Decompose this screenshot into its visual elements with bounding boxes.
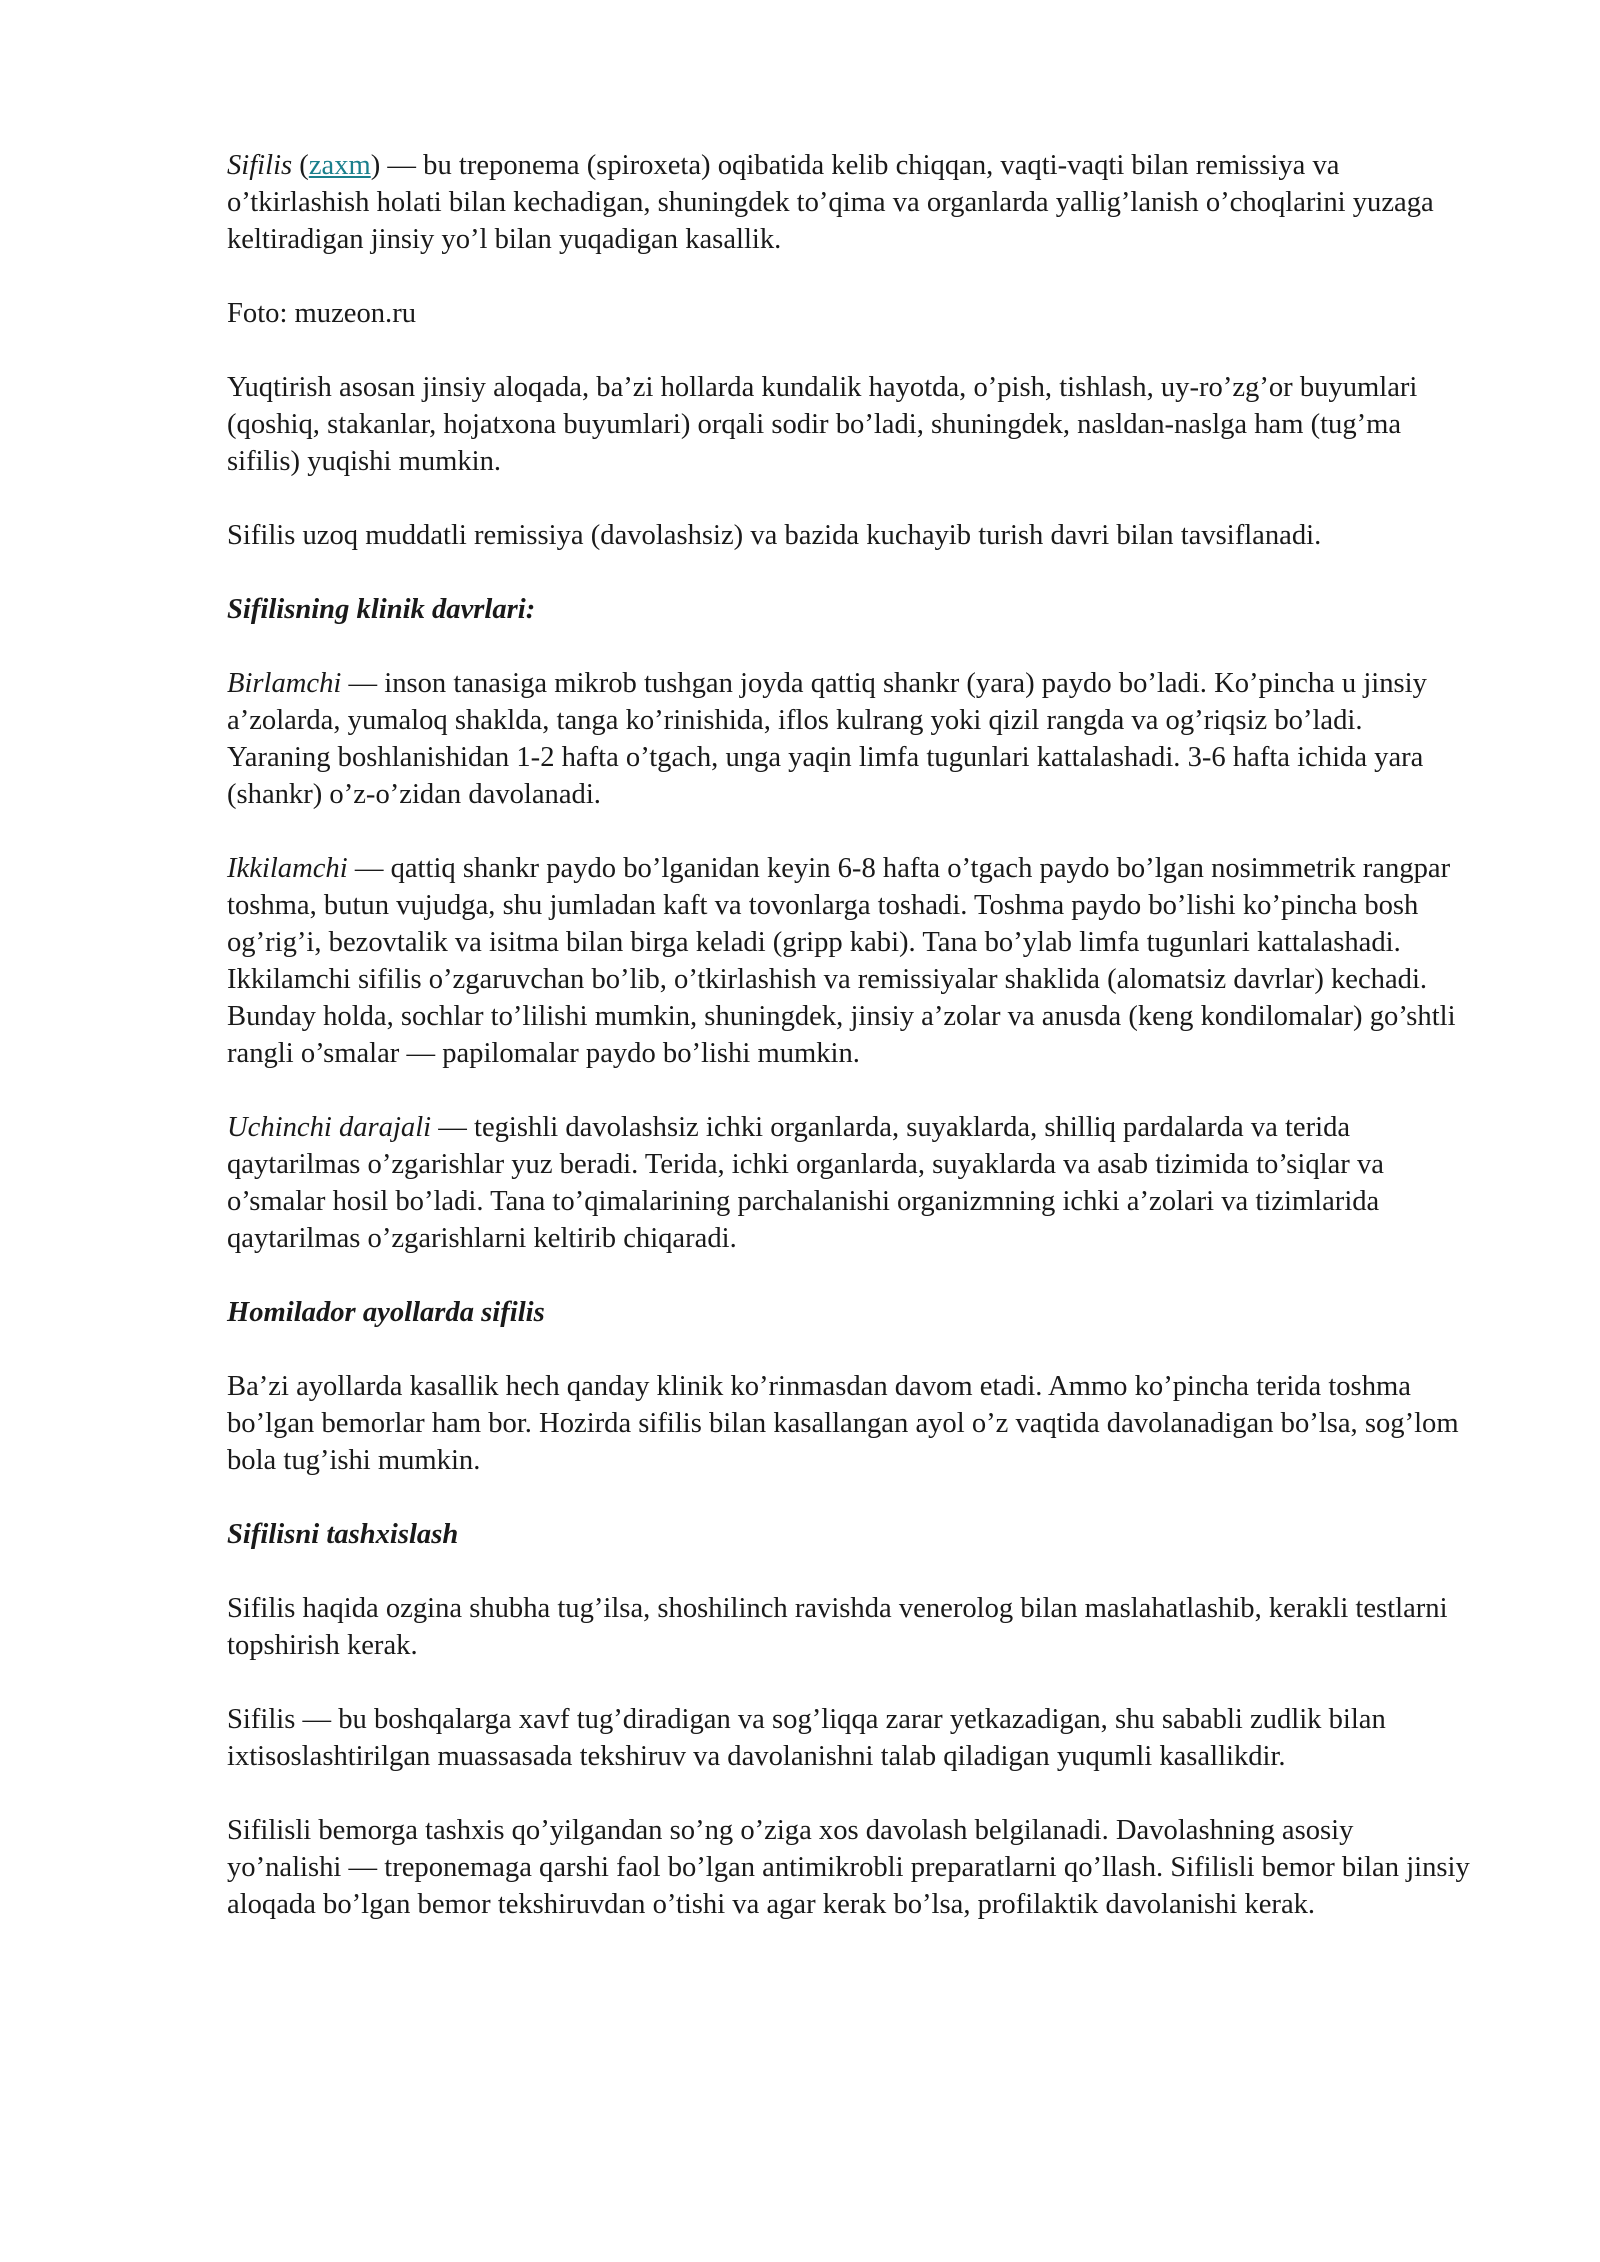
pregnancy-heading: Homilador ayollarda sifilis: [227, 1297, 545, 1328]
diagnosis-heading: Sifilisni tashxislash: [227, 1519, 459, 1550]
intro-paragraph: [227, 147, 1472, 258]
stage-primary-text: — inson tanasiga mikrob tushgan joyda qattiq shankr (yara) paydo bo’ladi. Ko’pincha u jinsiy a’zolarda, yumaloq shaklda, tanga ko’rinishida, iflos kulrang yoki qizil rangda va og’riqsiz bo’ladi. Yaraning boshlanishidan 1-2 hafta o’tgach, unga yaqin limfa tugunlari kattalashadi. 3-6 hafta ichida yara (shankr) o’z-o’zidan davolanadi.: [227, 668, 1427, 810]
intro-paren: (: [292, 150, 309, 181]
stage-tertiary-term: Uchinchi darajali: [227, 1112, 432, 1143]
intro-term: Sifilis: [227, 150, 293, 181]
stage-secondary-text: — qattiq shankr paydo bo’lganidan keyin 6-8 hafta o’tgach paydo bo’lgan nosimmetrik rangpar toshma, butun vujudga, shu jumladan kaft va tovonlarga toshadi. Toshma paydo bo’lishi ko’pincha bosh og’rig’i, bezovtalik va isitma bilan birga keladi (gripp kabi). Tana bo’ylab limfa tugunlari kattalashadi. Ikkilamchi sifilis o’zgaruvchan bo’lib, o’tkirlashish va remissiyalar shaklida (alomatsiz davrlar) kechadi. Bunday holda, sochlar to’lilishi mumkin, shuningdek, jinsiy a’zolar va anusda (keng kondilomalar) go’shtli rangli o’smalar — papilomalar paydo bo’lishi mumkin.: [227, 853, 1456, 1069]
document-page: [227, 147, 1472, 1960]
intro-rest: ) — bu treponema (spiroxeta) oqibatida kelib chiqqan, vaqti-vaqti bilan remissiya va o’tkirlashish holati bilan kechadigan, shuningdek to’qima va organlarda yallig’lanish o’choqlarini yuzaga keltiradigan jinsiy yo’l bilan yuqadigan kasallik.: [227, 150, 1434, 255]
stage-secondary-term: Ikkilamchi: [227, 853, 348, 884]
transmission-paragraph: Yuqtirish asosan jinsiy aloqada, ba’zi hollarda kundalik hayotda, o’pish, tishlash, uy-ro’zg’or buyumlari (qoshiq, stakanlar, hojatxona buyumlari) orqali sodir bo’ladi, shuningdek, nasldan-naslga ham (tug’ma sifilis) yuqishi mumkin.: [227, 372, 1418, 477]
stage-tertiary-paragraph: [227, 1109, 1472, 1257]
clinical-stages-heading: Sifilisning klinik davrlari:: [227, 594, 536, 625]
zaxm-link[interactable]: zaxm: [308, 150, 371, 181]
stage-secondary-paragraph: [227, 850, 1472, 1072]
diagnosis-paragraph-3: Sifilisli bemorga tashxis qo’yilgandan so’ng o’ziga xos davolash belgilanadi. Davolashning asosiy yo’nalishi — treponemaga qarshi faol bo’lgan antimikrobli preparatlarni qo’llash. Sifilisli bemor bilan jinsiy aloqada bo’lgan bemor tekshiruvdan o’tishi va agar kerak bo’lsa, profilaktik davolanishi kerak.: [227, 1815, 1470, 1920]
diagnosis-paragraph-2: Sifilis — bu boshqalarga xavf tug’diradigan va sog’liqqa zarar yetkazadigan, shu sababli zudlik bilan ixtisoslashtirilgan muassasada tekshiruv va davolanishni talab qiladigan yuqumli kasallikdir.: [227, 1704, 1386, 1772]
stage-primary-paragraph: [227, 665, 1472, 813]
photo-credit: Foto: muzeon.ru: [227, 298, 417, 329]
stage-primary-term: Birlamchi: [227, 668, 342, 699]
pregnancy-paragraph: Ba’zi ayollarda kasallik hech qanday klinik ko’rinmasdan davom etadi. Ammo ko’pincha terida toshma bo’lgan bemorlar ham bor. Hozirda sifilis bilan kasallangan ayol o’z vaqtida davolanadigan bo’lsa, sog’lom bola tug’ishi mumkin.: [227, 1371, 1459, 1476]
diagnosis-paragraph-1: Sifilis haqida ozgina shubha tug’ilsa, shoshilinch ravishda venerolog bilan maslahatlashib, kerakli testlarni topshirish kerak.: [227, 1593, 1448, 1661]
remission-paragraph: Sifilis uzoq muddatli remissiya (davolashsiz) va bazida kuchayib turish davri bilan tavsiflanadi.: [227, 520, 1322, 551]
stage-tertiary-text: — tegishli davolashsiz ichki organlarda, suyaklarda, shilliq pardalarda va terida qaytarilmas o’zgarishlar yuz beradi. Terida, ichki organlarda, suyaklarda va asab tizimida to’siqlar va o’smalar hosil bo’ladi. Tana to’qimalarining parchalanishi organizmning ichki a’zolari va tizimlarida qaytarilmas o’zgarishlarni keltirib chiqaradi.: [227, 1112, 1384, 1254]
